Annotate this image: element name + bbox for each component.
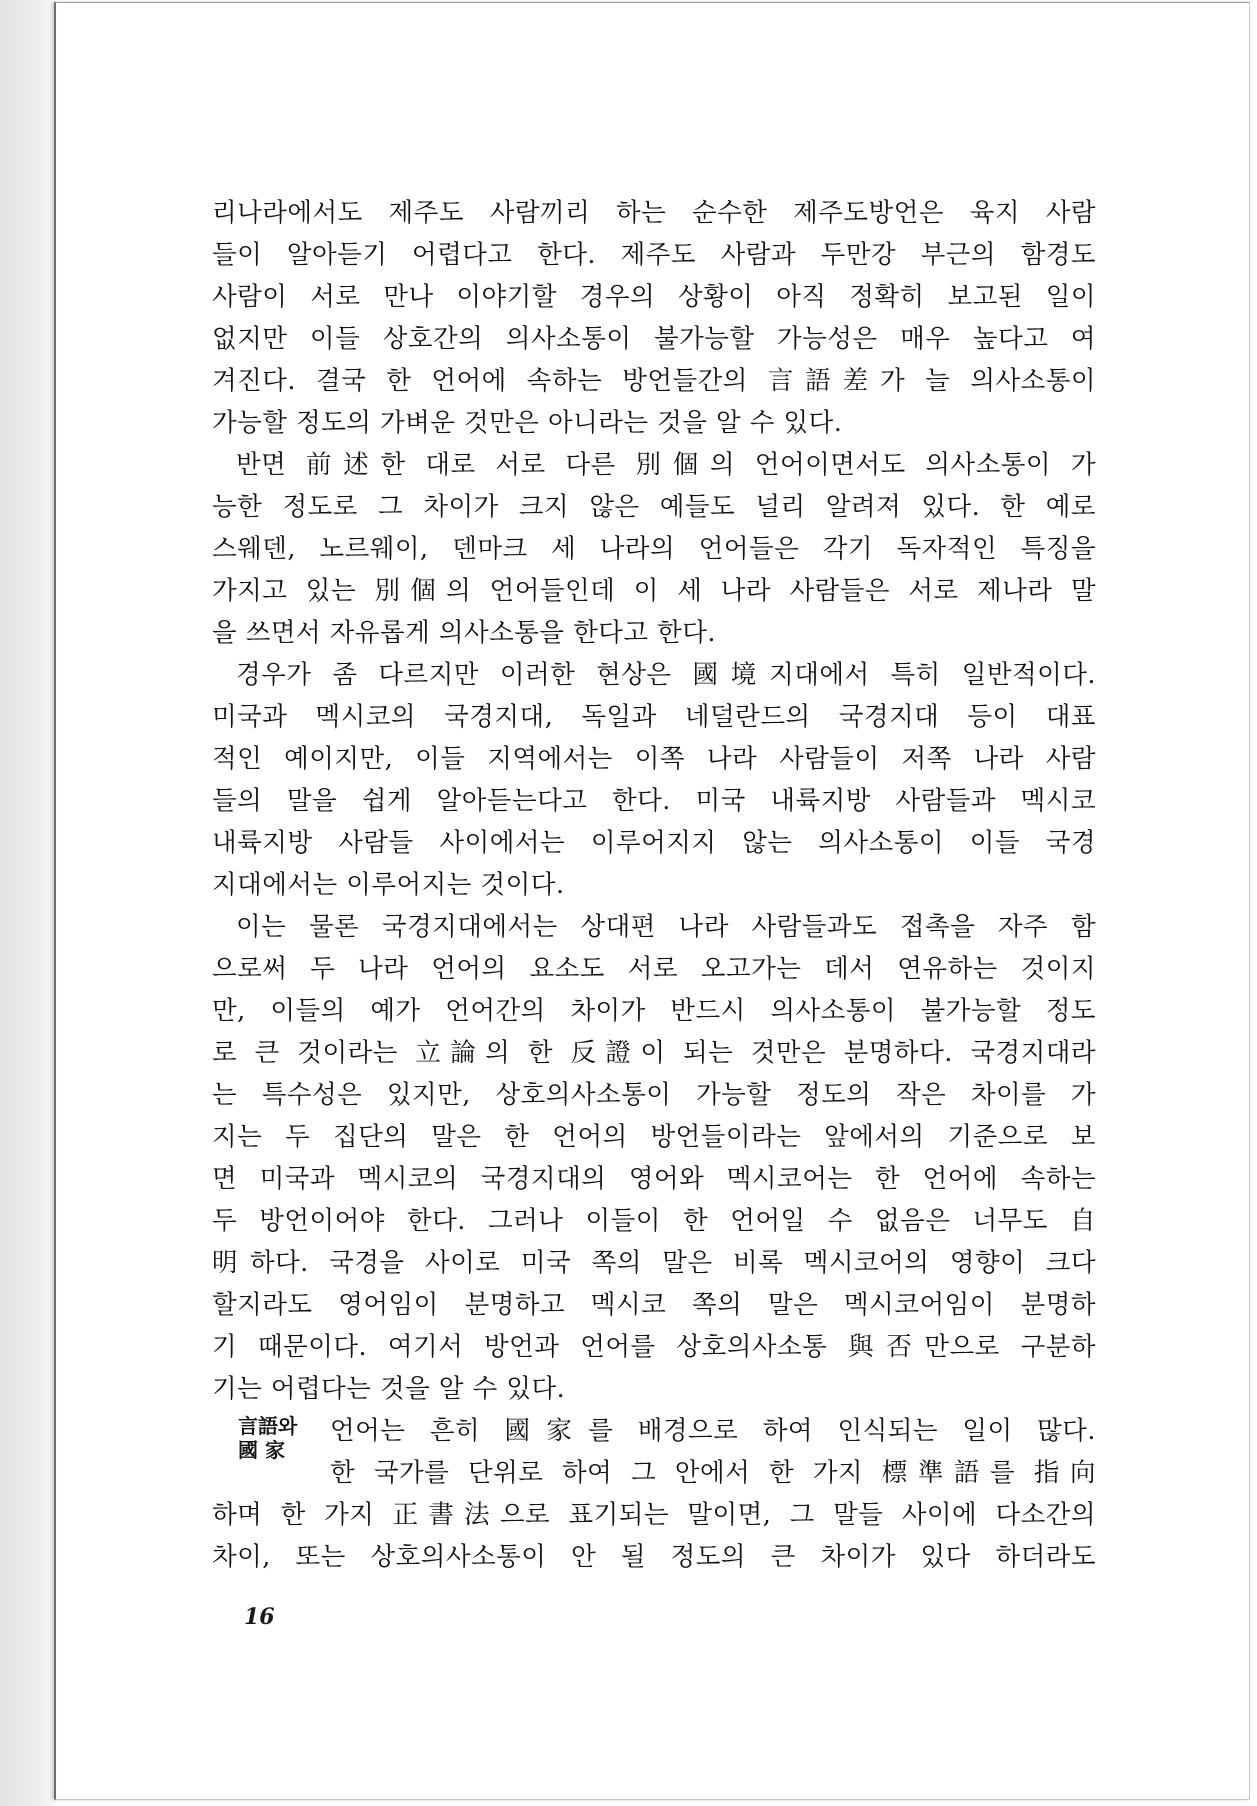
body-line: 한 국가를 단위로 하여 그 안에서 한 가지 標準語를 指向 bbox=[330, 1458, 1096, 1488]
body-line: 만, 이들의 예가 언어간의 차이가 반드시 의사소통이 불가능할 정도 bbox=[212, 996, 1096, 1026]
body-line: 능한 정도로 그 차이가 크지 않은 예들도 널리 알려져 있다. 한 예로 bbox=[212, 492, 1096, 522]
body-line: 들의 말을 쉽게 알아듣는다고 한다. 미국 내륙지방 사람들과 멕시코 bbox=[212, 786, 1096, 816]
margin-heading-section bbox=[212, 1410, 1096, 1494]
body-line: 리나라에서도 제주도 사람끼리 하는 순수한 제주도방언은 육지 사람 bbox=[212, 198, 1096, 228]
body-line: 할지라도 영어임이 분명하고 멕시코 쪽의 말은 멕시코어임이 분명하 bbox=[212, 1290, 1096, 1320]
body-line: 으로써 두 나라 언어의 요소도 서로 오고가는 데서 연유하는 것이지 bbox=[212, 954, 1096, 984]
margin-section-lines bbox=[330, 1410, 1096, 1494]
body-line: 내륙지방 사람들 사이에서는 이루어지지 않는 의사소통이 이들 국경 bbox=[212, 828, 1096, 858]
body-line: 스웨덴, 노르웨이, 덴마크 세 나라의 언어들은 각기 독자적인 특징을 bbox=[212, 534, 1096, 564]
book-binding-shadow bbox=[0, 0, 58, 1806]
body-line: 적인 예이지만, 이들 지역에서는 이쪽 나라 사람들이 저쪽 나라 사람 bbox=[212, 744, 1096, 774]
body-line: 하며 한 가지 正書法으로 표기되는 말이면, 그 말들 사이에 다소간의 bbox=[212, 1500, 1096, 1530]
body-line: 들이 알아듣기 어렵다고 한다. 제주도 사람과 두만강 부근의 함경도 bbox=[212, 240, 1096, 270]
body-line: 겨진다. 결국 한 언어에 속하는 방언들간의 言語差가 늘 의사소통이 bbox=[212, 366, 1096, 396]
body-line: 기 때문이다. 여기서 방언과 언어를 상호의사소통 與否만으로 구분하 bbox=[212, 1332, 1096, 1362]
body-line: 미국과 멕시코의 국경지대, 독일과 네덜란드의 국경지대 등이 대표 bbox=[212, 702, 1096, 732]
body-line: 가능할 정도의 가벼운 것만은 아니라는 것을 알 수 있다. bbox=[212, 408, 843, 438]
body-line: 明하다. 국경을 사이로 미국 쪽의 말은 비록 멕시코어의 영향이 크다 bbox=[212, 1248, 1096, 1278]
body-line: 사람이 서로 만나 이야기할 경우의 상황이 아직 정확히 보고된 일이 bbox=[212, 282, 1096, 312]
body-line: 지는 두 집단의 말은 한 언어의 방언들이라는 앞에서의 기준으로 보 bbox=[212, 1122, 1096, 1152]
margin-heading bbox=[212, 1410, 330, 1462]
body-line: 기는 어렵다는 것을 알 수 있다. bbox=[212, 1374, 566, 1404]
body-line: 을 쓰면서 자유롭게 의사소통을 한다고 한다. bbox=[212, 618, 717, 648]
body-line: 로 큰 것이라는 立論의 한 反證이 되는 것만은 분명하다. 국경지대라 bbox=[212, 1038, 1096, 1068]
margin-heading-line: 言語와 bbox=[238, 1414, 298, 1438]
body-line: 반면 前述한 대로 서로 다른 別個의 언어이면서도 의사소통이 가 bbox=[236, 450, 1096, 480]
body-line: 가지고 있는 別個의 언어들인데 이 세 나라 사람들은 서로 제나라 말 bbox=[212, 576, 1096, 606]
margin-heading-line: 國 家 bbox=[238, 1438, 285, 1462]
body-line: 차이, 또는 상호의사소통이 안 될 정도의 큰 차이가 있다 하더라도 bbox=[212, 1542, 1096, 1572]
body-line: 지대에서는 이루어지는 것이다. bbox=[212, 870, 565, 900]
body-line: 언어는 흔히 國家를 배경으로 하여 인식되는 일이 많다. bbox=[330, 1416, 1096, 1446]
body-line: 두 방언이어야 한다. 그러나 이들이 한 언어일 수 없음은 너무도 自 bbox=[212, 1206, 1096, 1236]
body-line: 없지만 이들 상호간의 의사소통이 불가능할 가능성은 매우 높다고 여 bbox=[212, 324, 1096, 354]
text-block bbox=[212, 192, 1096, 1578]
body-line: 는 특수성은 있지만, 상호의사소통이 가능할 정도의 작은 차이를 가 bbox=[212, 1080, 1096, 1110]
body-line: 면 미국과 멕시코의 국경지대의 영어와 멕시코어는 한 언어에 속하는 bbox=[212, 1164, 1096, 1194]
body-line: 경우가 좀 다르지만 이러한 현상은 國境지대에서 특히 일반적이다. bbox=[236, 660, 1096, 690]
body-line: 이는 물론 국경지대에서는 상대편 나라 사람들과도 접촉을 자주 함 bbox=[236, 912, 1096, 942]
page-number: 16 bbox=[244, 1604, 275, 1630]
